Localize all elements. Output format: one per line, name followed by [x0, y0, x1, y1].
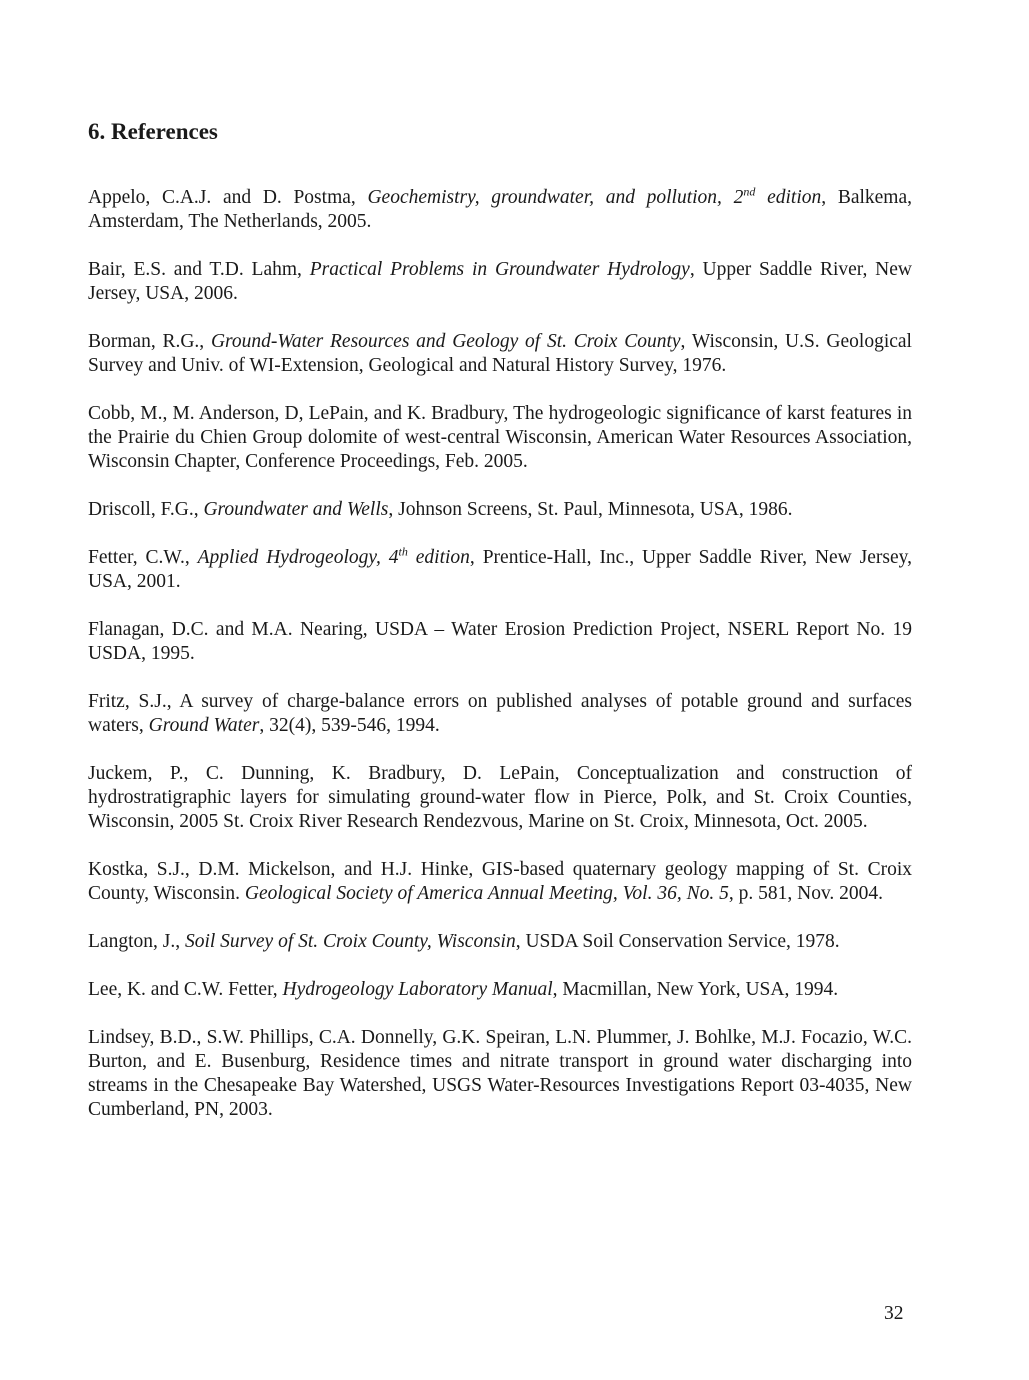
reference-langton: Langton, J., Soil Survey of St. Croix County, Wisconsin, USDA Soil Conservation Service, 1978. — [88, 931, 840, 952]
references-page — [88, 112, 912, 1146]
reference-fetter: Fetter, C.W., Applied Hydrogeology, 4th edition, Prentice-Hall, Inc., Upper Saddle River, New Jersey, USA, 2001. — [88, 544, 913, 592]
reference-bair: Bair, E.S. and T.D. Lahm, Practical Problems in Groundwater Hydrology, Upper Saddle River, New Jersey, USA, 2006. — [88, 259, 913, 304]
section-title: 6. References — [88, 119, 218, 144]
reference-juckem: Juckem, P., C. Dunning, K. Bradbury, D. LePain, Conceptualization and construction of hydrostratigraphic layers for simulating ground-water flow in Pierce, Polk, and St. Croix Counties, Wisconsin, 2005 St. Croix River Research Rendezvous, Marine on St. Croix, Minnesota, Oct. 2005. — [88, 763, 912, 832]
reference-lindsey: Lindsey, B.D., S.W. Phillips, C.A. Donnelly, G.K. Speiran, L.N. Plummer, J. Bohlke, M.J. Focazio, W.C. Burton, and E. Busenburg, Residence times and nitrate transport in ground water discharging into streams in the Chesapeake Bay Watershed, USGS Water-Resources Investigations Report 03-4035, New Cumberland, PN, 2003. — [88, 1027, 912, 1120]
page-number: 32 — [884, 1303, 904, 1324]
reference-borman: Borman, R.G., Ground-Water Resources and Geology of St. Croix County, Wisconsin, U.S. Geological Survey and Univ. of WI-Extension, Geological and Natural History Survey, 1976. — [88, 331, 912, 376]
reference-lee: Lee, K. and C.W. Fetter, Hydrogeology Laboratory Manual, Macmillan, New York, USA, 1994. — [88, 979, 839, 1000]
reference-cobb: Cobb, M., M. Anderson, D, LePain, and K. Bradbury, The hydrogeologic significance of karst features in the Prairie du Chien Group dolomite of west-central Wisconsin, American Water Resources Association, Wisconsin Chapter, Conference Proceedings, Feb. 2005. — [88, 403, 912, 472]
reference-appelo: Appelo, C.A.J. and D. Postma, Geochemistry, groundwater, and pollution, 2nd edition, Balkema, Amsterdam, The Netherlands, 2005. — [88, 184, 913, 232]
reference-flanagan: Flanagan, D.C. and M.A. Nearing, USDA – Water Erosion Prediction Project, NSERL Report No. 19 USDA, 1995. — [88, 619, 912, 664]
reference-kostka: Kostka, S.J., D.M. Mickelson, and H.J. Hinke, GIS-based quaternary geology mapping of St. Croix County, Wisconsin. Geological Society of America Annual Meeting, Vol. 36, No. 5, p. 581, Nov. 2004. — [88, 859, 912, 904]
reference-driscoll: Driscoll, F.G., Groundwater and Wells, Johnson Screens, St. Paul, Minnesota, USA, 1986. — [88, 499, 793, 520]
reference-fritz: Fritz, S.J., A survey of charge-balance errors on published analyses of potable ground and surfaces waters, Ground Water, 32(4), 539-546, 1994. — [88, 691, 912, 736]
